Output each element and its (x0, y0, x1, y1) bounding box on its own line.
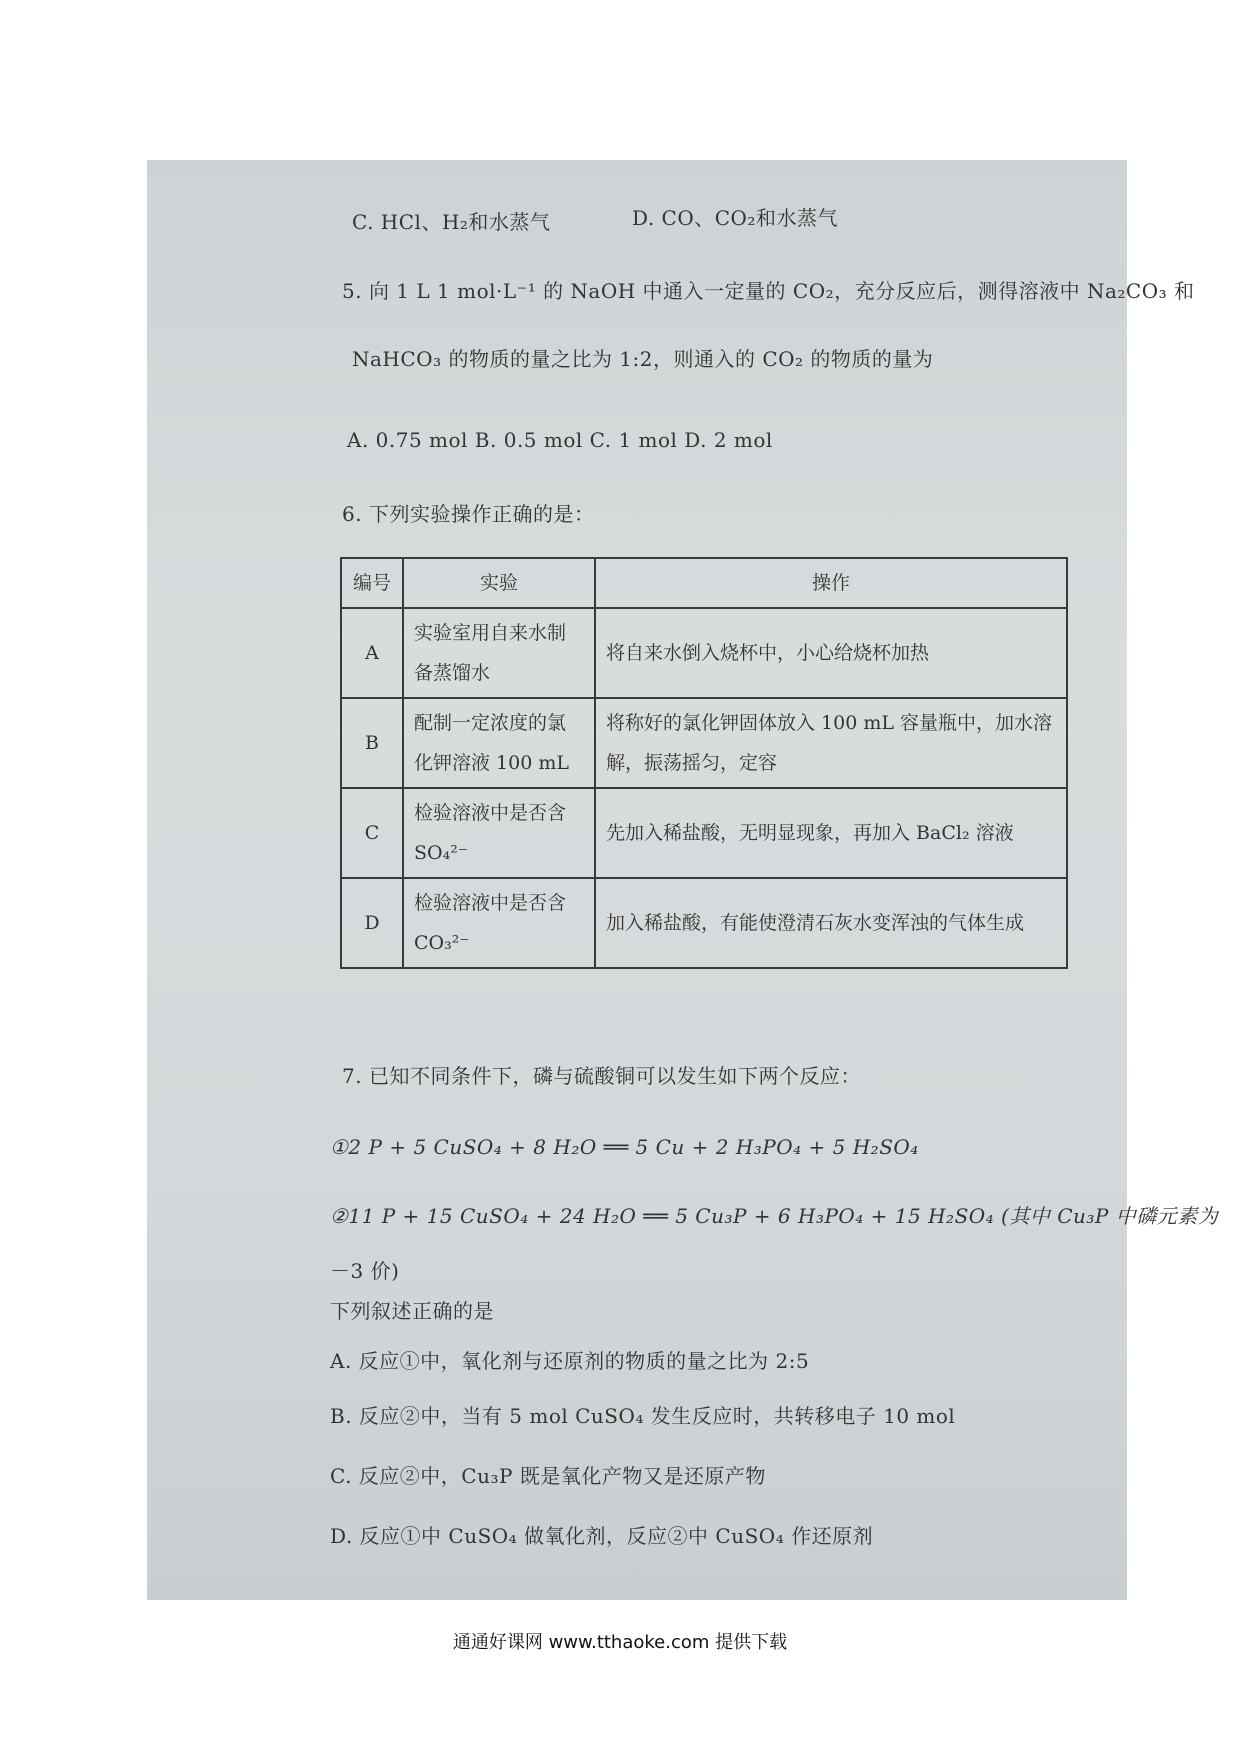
q5-options: A. 0.75 mol B. 0.5 mol C. 1 mol D. 2 mol (347, 428, 773, 452)
table-row (341, 878, 1067, 968)
q4-option-d: D. CO、CO₂和水蒸气 (632, 206, 838, 230)
scanned-exam-page (147, 160, 1219, 1600)
q6-stem: 6. 下列实验操作正确的是： (342, 502, 595, 526)
q5-stem-line1: 5. 向 1 L 1 mol·L⁻¹ 的 NaOH 中通入一定量的 CO₂，充分反应后，测得溶液中 Na₂CO₃ 和 (342, 279, 1195, 303)
row-id: D (341, 878, 403, 968)
q7-equation-1: ①2 P + 5 CuSO₄ + 8 H₂O ══ 5 Cu + 2 H₃PO₄ + 5 H₂SO₄ (330, 1135, 919, 1159)
row-experiment: 配制一定浓度的氯化钾溶液 100 mL (403, 698, 595, 788)
table-row (341, 698, 1067, 788)
q7-option-c: C. 反应②中，Cu₃P 既是氧化产物又是还原产物 (330, 1464, 766, 1488)
q4-option-c: C. HCl、H₂和水蒸气 (352, 210, 551, 234)
q7-question: 下列叙述正确的是 (330, 1299, 494, 1323)
row-experiment: 实验室用自来水制备蒸馏水 (403, 608, 595, 698)
q7-option-b: B. 反应②中，当有 5 mol CuSO₄ 发生反应时，共转移电子 10 mol (330, 1404, 956, 1428)
table-row (341, 788, 1067, 878)
row-id: C (341, 788, 403, 878)
row-id: A (341, 608, 403, 698)
q7-option-d: D. 反应①中 CuSO₄ 做氧化剂，反应②中 CuSO₄ 作还原剂 (330, 1524, 874, 1548)
q7-option-a: A. 反应①中，氧化剂与还原剂的物质的量之比为 2:5 (330, 1349, 810, 1373)
row-operation: 先加入稀盐酸，无明显现象，再加入 BaCl₂ 溶液 (595, 788, 1067, 878)
row-experiment: 检验溶液中是否含 SO₄²⁻ (403, 788, 595, 878)
row-operation: 将称好的氯化钾固体放入 100 mL 容量瓶中，加水溶解，振荡摇匀，定容 (595, 698, 1067, 788)
q5-stem-line2: NaHCO₃ 的物质的量之比为 1:2，则通入的 CO₂ 的物质的量为 (352, 347, 934, 371)
row-experiment: 检验溶液中是否含 CO₃²⁻ (403, 878, 595, 968)
row-id: B (341, 698, 403, 788)
header-experiment: 实验 (403, 558, 595, 608)
row-operation: 将自来水倒入烧杯中，小心给烧杯加热 (595, 608, 1067, 698)
table-row (341, 608, 1067, 698)
table-header-row (341, 558, 1067, 608)
q7-equation-2: ②11 P + 15 CuSO₄ + 24 H₂O ══ 5 Cu₃P + 6 H₃PO₄ + 15 H₂SO₄ (其中 Cu₃P 中磷元素为 (330, 1204, 1219, 1228)
q6-table (340, 557, 1068, 969)
header-number: 编号 (341, 558, 403, 608)
row-operation: 加入稀盐酸，有能使澄清石灰水变浑浊的气体生成 (595, 878, 1067, 968)
header-operation: 操作 (595, 558, 1067, 608)
q7-equation-2-cont: －3 价) (330, 1259, 400, 1283)
download-footer: 通通好课网 www.tthaoke.com 提供下载 (452, 1632, 788, 1653)
q7-stem: 7. 已知不同条件下，磷与硫酸铜可以发生如下两个反应： (342, 1064, 861, 1088)
